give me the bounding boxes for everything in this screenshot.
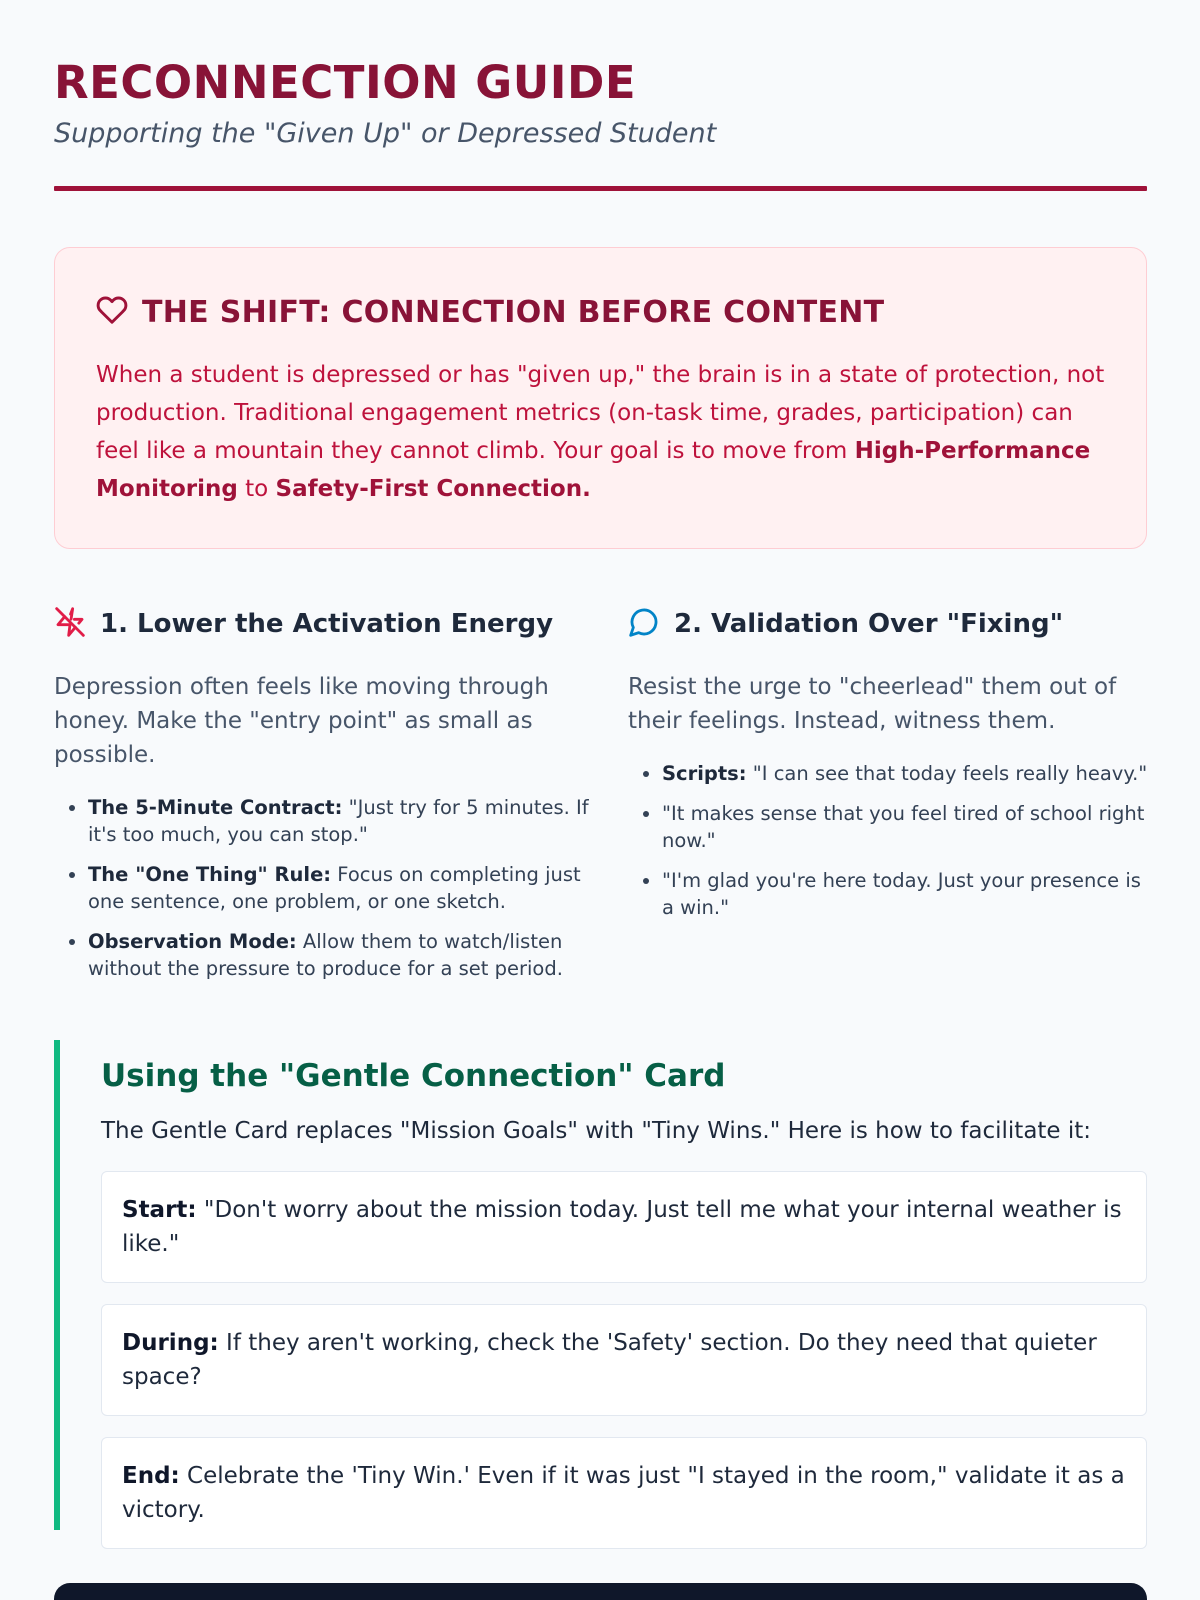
validation-list [628, 760, 1153, 921]
page-title: RECONNECTION GUIDE [54, 56, 637, 109]
activation-energy-section [54, 606, 589, 995]
list-item-text: "I'm glad you're here today. Just your presence is a win." [662, 869, 1141, 919]
list-item [662, 867, 1153, 921]
activation-list [54, 794, 589, 982]
zap-off-icon [54, 606, 86, 642]
shift-title: THE SHIFT: CONNECTION BEFORE CONTENT [142, 294, 885, 330]
step-start [101, 1171, 1147, 1283]
list-item-text: Allow them to watch/listen without the pressure to produce for a set period. [88, 930, 563, 980]
gentle-card-section [54, 1040, 1147, 1530]
validation-intro: Resist the urge to "cheerlead" them out of their feelings. Instead, witness them. [628, 674, 1117, 734]
list-item [88, 861, 589, 915]
step-label: Start: [122, 1197, 197, 1223]
step-text: If they aren't working, check the 'Safety' section. Do they need that quieter space? [122, 1330, 1097, 1390]
gentle-card-title: Using the "Gentle Connection" Card [101, 1058, 726, 1094]
gentle-card-steps [101, 1171, 1147, 1549]
list-item-text: "I can see that today feels really heavy." [746, 762, 1148, 785]
list-item [88, 794, 589, 848]
activation-header [54, 606, 589, 642]
list-item-text: "Just try for 5 minutes. If it's too much, you can stop." [88, 796, 589, 846]
step-end [101, 1437, 1147, 1549]
step-text: "Don't worry about the mission today. Just tell me what your internal weather is like." [122, 1197, 1122, 1257]
activation-intro: Depression often feels like moving through honey. Make the "entry point" as small as possible. [54, 674, 549, 768]
heart-icon [96, 294, 128, 330]
page-subtitle: Supporting the "Given Up" or Depressed Student [54, 118, 717, 149]
shift-header [96, 294, 1105, 330]
activation-title: 1. Lower the Activation Energy [100, 609, 554, 639]
shift-body [96, 356, 1105, 508]
header-divider [54, 186, 1147, 191]
validation-title: 2. Validation Over "Fixing" [674, 609, 1064, 639]
list-item-label: Observation Mode: [88, 930, 297, 953]
list-item-text: "It makes sense that you feel tired of school right now." [662, 802, 1145, 852]
step-text: Celebrate the 'Tiny Win.' Even if it was just "I stayed in the room," validate it as a victory. [122, 1463, 1125, 1523]
shift-callout [54, 247, 1147, 549]
step-label: During: [122, 1330, 219, 1356]
shift-connector: to [237, 476, 276, 502]
list-item-label: The 5-Minute Contract: [88, 796, 343, 819]
list-item-text: Focus on completing just one sentence, one problem, or one sketch. [88, 863, 581, 913]
shift-emphasis-connection: Safety-First Connection. [275, 476, 591, 502]
shift-emphasis-monitoring: High-Performance Monitoring [96, 438, 1091, 502]
list-item [662, 760, 1153, 787]
list-item-label: The "One Thing" Rule: [88, 863, 332, 886]
footer-panel [54, 1583, 1147, 1600]
step-label: End: [122, 1463, 180, 1489]
list-item [88, 928, 589, 982]
list-item-label: Scripts: [662, 762, 747, 785]
shift-body-text: When a student is depressed or has "given up," the brain is in a state of protection, not production. Traditional engagement metrics (on-task time, grades, participation) can feel like a mountain they cannot climb. Your goal is to move from [96, 362, 1105, 464]
message-circle-icon [628, 606, 660, 642]
gentle-card-intro: The Gentle Card replaces "Mission Goals" with "Tiny Wins." Here is how to facilitate it: [101, 1118, 1092, 1144]
list-item [662, 800, 1153, 854]
validation-section [628, 606, 1153, 934]
step-during [101, 1304, 1147, 1416]
validation-header [628, 606, 1153, 642]
